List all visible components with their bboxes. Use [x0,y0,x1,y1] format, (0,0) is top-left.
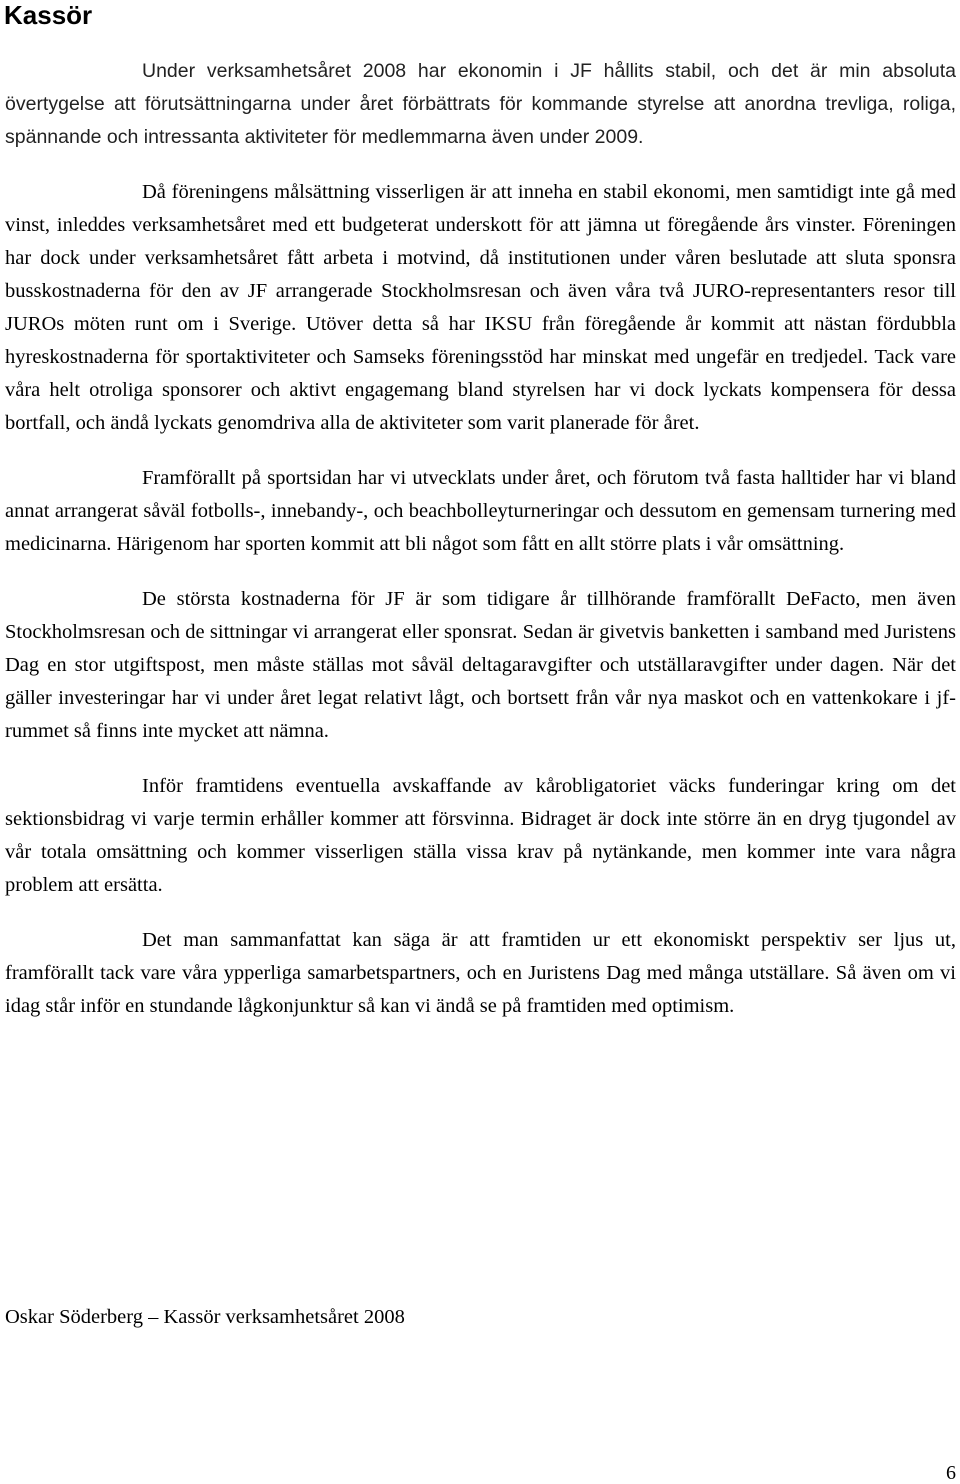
paragraph: Inför framtidens eventuella avskaffande av kårobligatoriet väcks funderingar kring om det sektionsbidrag vi varje termin erhåller kommer att försvinna. Bidraget är dock inte större än en dryg tjugondel av vår totala omsättning och kommer visserligen ställa vissa krav på nytänkande, men kommer inte vara några problem att ersätta. [5,775,956,896]
signature: Oskar Söderberg – Kassör verksamhetsåret 2008 [5,1306,405,1328]
paragraph: Framförallt på sportsidan har vi utvecklats under året, och förutom två fasta halltider har vi bland annat arrangerat såväl fotbolls-, innebandy-, och beachbolleyturneringar och dessutom en gemensam turnering med medicinarna. Härigenom har sporten kommit att bli något som fått en allt större plats i vår omsättning. [5,467,956,555]
document-body [5,55,956,1045]
paragraph: De största kostnaderna för JF är som tidigare år tillhörande framförallt DeFacto, men även Stockholmsresan och de sittningar vi arrangerat eller sponsrat. Sedan är givetvis banketten i samband med Juristens Dag en stor utgiftspost, men måste ställas mot såväl deltagaravgifter och utställaravgifter under dagen. När det gäller investeringar har vi under året legat relativt lågt, och bortsett från vår nya maskot och en vattenkokare i jf-rummet så finns inte mycket att nämna. [5,588,956,742]
paragraph: Under verksamhetsåret 2008 har ekonomin i JF hållits stabil, och det är min absoluta övertygelse att förutsättningarna under året förbättrats för kommande styrelse att anordna trevliga, roliga, spännande och intressanta aktiviteter för medlemmarna även under 2009. [5,60,956,148]
page-title: Kassör [4,0,93,30]
page-number: 6 [946,1462,956,1484]
paragraph: Då föreningens målsättning visserligen är att inneha en stabil ekonomi, men samtidigt inte gå med vinst, inleddes verksamhetsåret med ett budgeterat underskott för att jämna ut föregående års vinster. Föreningen har dock under verksamhetsåret fått arbeta i motvind, då institutionen under våren beslutade att sluta sponsra busskostnaderna för den av JF arrangerade Stockholmsresan och även våra två JURO-representanters resor till JUROs möten runt om i Sverige. Utöver detta så har IKSU från föregående år kommit att nästan fördubbla hyreskostnaderna för sportaktiviteter och Samseks föreningsstöd har minskat med ungefär en tredjedel. Tack vare våra helt otroliga sponsorer och aktivt engagemang bland styrelsen har vi dock lyckats kompensera för dessa bortfall, och ändå lyckats genomdriva alla de aktiviteter som varit planerade för året. [5,181,956,434]
paragraph: Det man sammanfattat kan säga är att framtiden ur ett ekonomiskt perspektiv ser ljus ut, framförallt tack vare våra ypperliga samarbetspartners, och en Juristens Dag med många utställare. Så även om vi idag står inför en stundande lågkonjunktur så kan vi ändå se på framtiden med optimism. [5,929,956,1017]
